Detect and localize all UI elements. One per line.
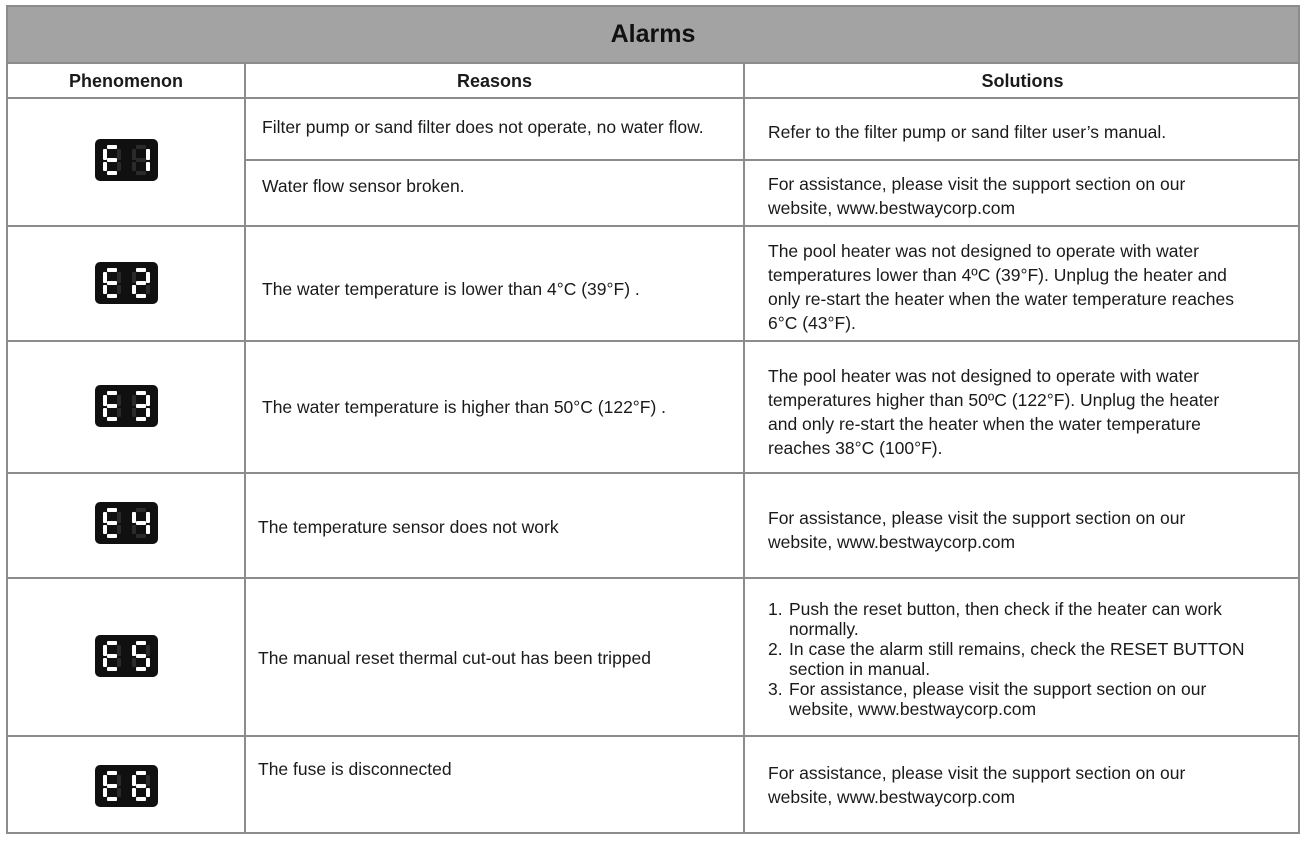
error-code-display xyxy=(95,635,158,677)
segment-d xyxy=(107,667,117,671)
segment-d xyxy=(107,294,117,298)
segment-d xyxy=(136,534,146,538)
row-divider xyxy=(8,472,1298,474)
segment-a xyxy=(136,771,146,775)
segment-a xyxy=(107,268,117,272)
segment-g xyxy=(107,158,117,162)
segment-f xyxy=(103,512,107,523)
segment-g xyxy=(136,654,146,658)
segment-f xyxy=(132,645,136,656)
segment-a xyxy=(107,771,117,775)
header-phenomenon: Phenomenon xyxy=(68,71,183,91)
segment-f xyxy=(103,645,107,656)
segment-f xyxy=(132,775,136,786)
solution-text: The pool heater was not designed to operate with water temperatures lower than 4ºC (39°F). Unplug the heater and only re-start the heater when the water temperature reaches 6°C (43°F). xyxy=(768,241,1234,333)
list-item: 3. For assistance, please visit the support section on our website, www.bestwaycorp.com xyxy=(768,679,1207,719)
title-bar xyxy=(8,7,1298,62)
list-item: 1. Push the reset button, then check if the heater can work normally. xyxy=(768,599,1222,639)
segment-a xyxy=(136,268,146,272)
segment-a xyxy=(107,641,117,645)
segment-f xyxy=(132,272,136,283)
error-code-display xyxy=(95,262,158,304)
segment-f xyxy=(132,149,136,160)
reason-text: The manual reset thermal cut-out has been tripped xyxy=(258,648,651,668)
segment-g xyxy=(136,784,146,788)
segment-b xyxy=(146,149,150,160)
segment-d xyxy=(107,534,117,538)
segment-b xyxy=(117,645,121,656)
segment-g xyxy=(136,281,146,285)
segment-c xyxy=(117,408,121,417)
segment-e xyxy=(103,658,107,667)
row-divider xyxy=(8,225,1298,227)
segment-e xyxy=(103,525,107,534)
solution-text: For assistance, please visit the support section on our website, www.bestwaycorp.com xyxy=(768,174,1186,218)
segment-e xyxy=(103,788,107,797)
segment-c xyxy=(146,658,150,667)
segment-f xyxy=(103,149,107,160)
column-divider xyxy=(743,62,745,832)
segment-e xyxy=(132,658,136,667)
segment-d xyxy=(136,294,146,298)
reason-text: The fuse is disconnected xyxy=(258,759,452,779)
segment-d xyxy=(136,171,146,175)
segment-c xyxy=(146,285,150,294)
error-code-display xyxy=(95,385,158,427)
column-divider xyxy=(244,62,246,832)
segment-f xyxy=(103,395,107,406)
row-divider xyxy=(246,159,1298,161)
segment-c xyxy=(117,285,121,294)
list-item: 2. In case the alarm still remains, check the RESET BUTTON section in manual. xyxy=(768,639,1245,679)
solution-text: Refer to the filter pump or sand filter user’s manual. xyxy=(768,122,1167,142)
alarms-table xyxy=(6,5,1300,834)
segment-b xyxy=(117,395,121,406)
segment-e xyxy=(132,285,136,294)
error-code-display xyxy=(95,765,158,807)
segment-c xyxy=(146,788,150,797)
segment-f xyxy=(103,775,107,786)
segment-a xyxy=(136,145,146,149)
segment-b xyxy=(146,395,150,406)
error-code-display xyxy=(95,139,158,181)
row-divider xyxy=(8,577,1298,579)
segment-g xyxy=(107,521,117,525)
segment-a xyxy=(136,641,146,645)
segment-g xyxy=(107,654,117,658)
segment-b xyxy=(117,512,121,523)
segment-g xyxy=(136,158,146,162)
segment-b xyxy=(117,149,121,160)
segment-a xyxy=(107,391,117,395)
segment-b xyxy=(146,645,150,656)
segment-e xyxy=(132,162,136,171)
segment-b xyxy=(146,512,150,523)
solution-list xyxy=(768,599,1244,719)
table-title: Alarms xyxy=(610,20,696,48)
segment-c xyxy=(117,162,121,171)
header-reasons: Reasons xyxy=(456,71,533,91)
segment-d xyxy=(107,417,117,421)
segment-f xyxy=(103,272,107,283)
segment-c xyxy=(117,658,121,667)
error-code-display xyxy=(95,502,158,544)
segment-g xyxy=(107,281,117,285)
segment-d xyxy=(136,667,146,671)
row-divider xyxy=(8,735,1298,737)
segment-c xyxy=(146,525,150,534)
segment-e xyxy=(132,408,136,417)
reason-text: The water temperature is higher than 50°C (122°F) . xyxy=(262,397,667,417)
solution-text: The pool heater was not designed to operate with water temperatures higher than 50ºC (122°F). Unplug the heater and only re-start the heater when the water temperature reaches 38°C (100°F). xyxy=(768,366,1220,458)
segment-e xyxy=(132,788,136,797)
segment-g xyxy=(136,521,146,525)
segment-c xyxy=(117,525,121,534)
segment-g xyxy=(136,404,146,408)
segment-d xyxy=(107,797,117,801)
solution-text: For assistance, please visit the support section on our website, www.bestwaycorp.com xyxy=(768,508,1186,552)
segment-b xyxy=(146,272,150,283)
reason-text: The water temperature is lower than 4°C (39°F) . xyxy=(262,279,640,299)
solution-text: For assistance, please visit the support section on our website, www.bestwaycorp.com xyxy=(768,763,1186,807)
segment-d xyxy=(107,171,117,175)
segment-a xyxy=(136,391,146,395)
segment-a xyxy=(107,145,117,149)
segment-b xyxy=(117,272,121,283)
reason-text: Water flow sensor broken. xyxy=(262,176,465,196)
segment-f xyxy=(132,395,136,406)
segment-b xyxy=(117,775,121,786)
segment-e xyxy=(132,525,136,534)
segment-e xyxy=(103,408,107,417)
segment-c xyxy=(146,162,150,171)
reason-text: Filter pump or sand filter does not operate, no water flow. xyxy=(262,117,704,137)
segment-f xyxy=(132,512,136,523)
segment-g xyxy=(107,404,117,408)
segment-g xyxy=(107,784,117,788)
segment-b xyxy=(146,775,150,786)
header-solutions: Solutions xyxy=(981,71,1064,91)
segment-c xyxy=(146,408,150,417)
segment-e xyxy=(103,162,107,171)
segment-d xyxy=(136,417,146,421)
reason-text: The temperature sensor does not work xyxy=(258,517,559,537)
segment-a xyxy=(107,508,117,512)
segment-c xyxy=(117,788,121,797)
segment-a xyxy=(136,508,146,512)
row-divider xyxy=(8,340,1298,342)
segment-e xyxy=(103,285,107,294)
segment-d xyxy=(136,797,146,801)
